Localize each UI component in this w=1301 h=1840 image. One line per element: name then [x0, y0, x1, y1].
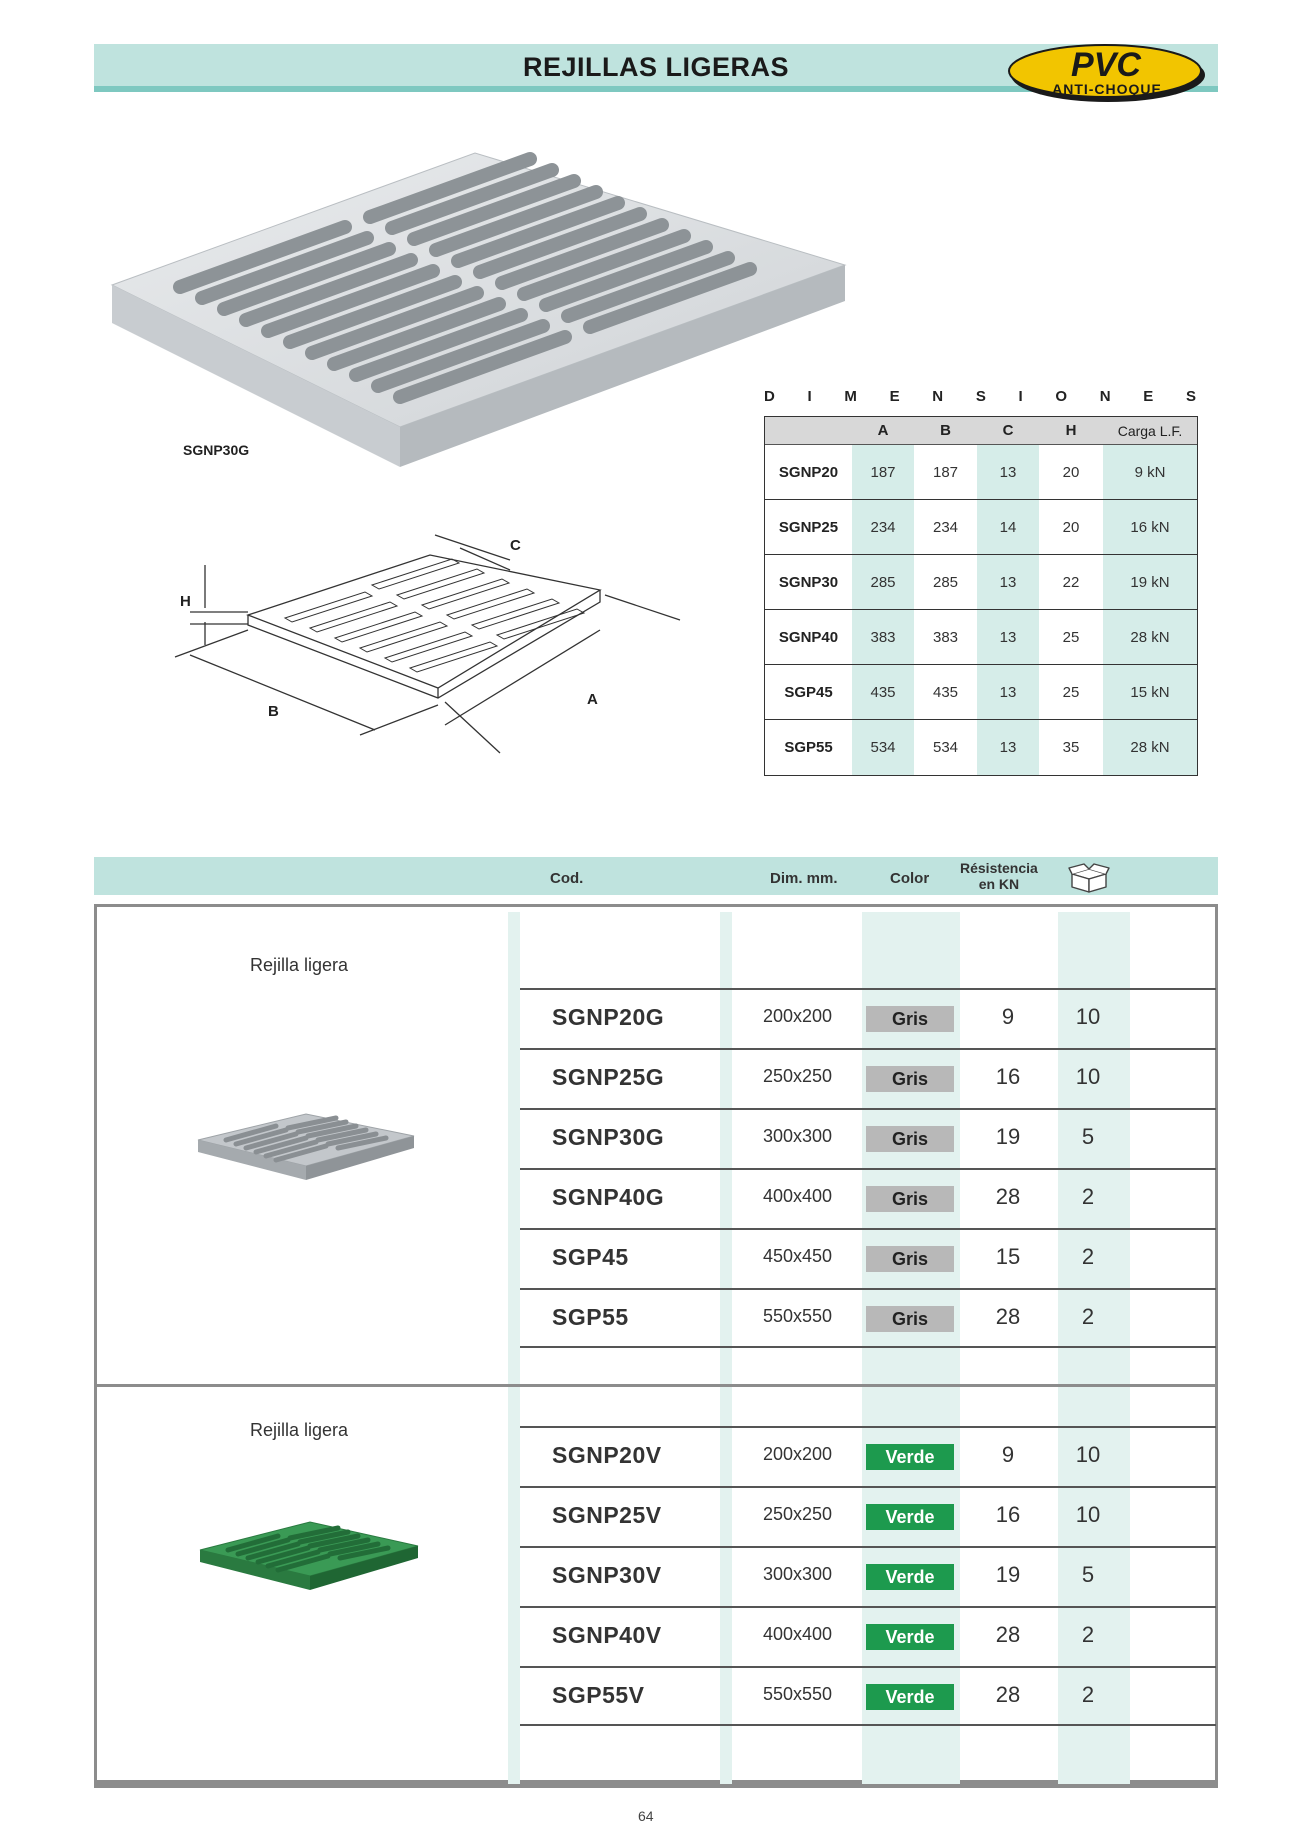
product-code: SGNP30G: [552, 1124, 665, 1150]
dim-col-header: B: [940, 422, 951, 439]
product-resistance: 9: [1001, 1004, 1015, 1029]
page-number: 64: [638, 1808, 654, 1824]
dim-c: 13: [977, 445, 1039, 499]
dim-model: SGNP30: [778, 573, 839, 591]
color-chip: Verde: [866, 1624, 954, 1650]
product-dimensions: 250x250: [763, 1504, 833, 1524]
dim-col-header: A: [877, 422, 889, 439]
dim-model: SGNP40: [778, 628, 839, 646]
package-quantity: 2: [1081, 1304, 1095, 1329]
badge-subtitle-text: ANTI-CHOQUE: [1052, 81, 1162, 97]
dim-load: 28 kN: [1103, 720, 1197, 775]
product-dimensions: 400x400: [763, 1624, 833, 1644]
product-row: [520, 1666, 1216, 1726]
product-dimensions: 300x300: [763, 1564, 833, 1584]
product-row: [520, 1108, 1216, 1168]
dimensions-heading-letter: E: [889, 388, 900, 405]
product-resistance: 16: [995, 1064, 1021, 1089]
dim-model: SGP55: [784, 739, 833, 756]
color-chip: Gris: [866, 1126, 954, 1152]
product-dimensions: 450x450: [763, 1246, 833, 1266]
color-chip: Gris: [866, 1066, 954, 1092]
product-dimensions: 400x400: [763, 1186, 833, 1206]
product-resistance: 28: [995, 1622, 1021, 1647]
dim-h: 25: [1062, 683, 1080, 701]
product-code: SGNP40V: [552, 1622, 662, 1648]
product-code: SGNP40G: [552, 1184, 665, 1210]
package-quantity: 2: [1081, 1244, 1095, 1269]
diagram-label-c: C: [510, 537, 521, 554]
dim-a: 534: [852, 720, 914, 775]
dim-col-header: Carga L.F.: [1117, 422, 1183, 439]
product-dimensions: 550x550: [763, 1306, 833, 1326]
product-row: [520, 988, 1216, 1048]
dim-h: 35: [1062, 739, 1080, 756]
col-header-resistance-line1: Résistencia: [960, 860, 1038, 876]
dimensions-heading-letter: N: [932, 388, 944, 405]
color-chip: Verde: [866, 1684, 954, 1710]
dim-h: 25: [1062, 628, 1080, 646]
product-dimensions: 300x300: [763, 1126, 833, 1146]
dim-b: 187: [932, 463, 959, 481]
package-quantity: 2: [1081, 1682, 1095, 1707]
product-row: [520, 1168, 1216, 1228]
product-list-header: [94, 857, 1218, 895]
dimensions-table: [764, 416, 1198, 776]
dimensions-row: [765, 610, 1197, 665]
package-quantity: 10: [1075, 1004, 1101, 1029]
product-row: [520, 1606, 1216, 1666]
product-dimensions: 200x200: [763, 1444, 833, 1464]
product-code: SGNP20V: [552, 1442, 662, 1468]
dimensions-heading-letter: O: [1055, 388, 1068, 405]
product-code: SGNP25V: [552, 1502, 662, 1528]
dimensions-row: [765, 500, 1197, 555]
product-row: [520, 1546, 1216, 1606]
dim-h: 20: [1062, 463, 1080, 481]
grate-photo: [100, 145, 860, 515]
col-header-resistance: [960, 860, 1038, 892]
product-code: SGP55: [552, 1304, 629, 1330]
dim-h: 20: [1062, 518, 1080, 536]
col-header-resistance-line2: en KN: [978, 876, 1020, 892]
dim-h: 22: [1062, 573, 1080, 591]
product-code: SGNP25G: [552, 1064, 665, 1090]
col-header-dimensions: Dim. mm.: [770, 870, 838, 887]
dim-b: 285: [932, 573, 959, 591]
product-code: SGP45: [552, 1244, 629, 1270]
product-resistance: 28: [995, 1682, 1021, 1707]
pvc-anti-choque-logo: [1005, 40, 1207, 104]
col-header-color: Color: [890, 870, 930, 887]
dimensions-row: [765, 665, 1197, 720]
product-code: SGNP20G: [552, 1004, 665, 1030]
grey-grate-image: [196, 1110, 416, 1182]
product-resistance: 19: [995, 1124, 1021, 1149]
diagram-label-a: A: [587, 691, 598, 708]
dimensions-heading-letter: E: [1143, 388, 1154, 405]
dim-load: 19 kN: [1103, 555, 1197, 609]
product-resistance: 19: [995, 1562, 1021, 1587]
package-quantity: 10: [1075, 1442, 1101, 1467]
dim-b: 234: [932, 518, 959, 536]
dimensions-row: [765, 720, 1197, 775]
color-chip: Verde: [866, 1444, 954, 1470]
package-quantity: 10: [1075, 1502, 1101, 1527]
color-chip: Gris: [866, 1246, 954, 1272]
dim-c: 13: [977, 720, 1039, 775]
dimensions-heading-letter: S: [1185, 388, 1196, 405]
dim-b: 383: [932, 628, 959, 646]
dim-col-header: [765, 417, 852, 444]
product-resistance: 16: [995, 1502, 1021, 1527]
product-code: SGNP30V: [552, 1562, 662, 1588]
product-resistance: 28: [995, 1184, 1021, 1209]
product-dimensions: 550x550: [763, 1684, 833, 1704]
product-dimensions: 200x200: [763, 1006, 833, 1026]
dimensions-table-header: [765, 417, 1197, 445]
product-row: [520, 1426, 1216, 1486]
dim-load: 28 kN: [1103, 610, 1197, 664]
dim-a: 187: [852, 445, 914, 499]
dim-load: 15 kN: [1103, 665, 1197, 719]
dim-load: 16 kN: [1103, 500, 1197, 554]
dimensions-heading-letter: S: [975, 388, 986, 405]
color-chip: Gris: [866, 1006, 954, 1032]
dim-a: 285: [852, 555, 914, 609]
dim-c: 13: [977, 610, 1039, 664]
group-label: Rejilla ligera: [250, 1420, 349, 1440]
photo-caption: SGNP30G: [183, 442, 250, 458]
group-label: Rejilla ligera: [250, 955, 349, 975]
diagram-label-h: H: [180, 593, 191, 610]
dim-col-header: C: [1002, 422, 1014, 439]
package-quantity: 5: [1081, 1562, 1095, 1587]
dim-col-header: H: [1065, 422, 1077, 439]
product-code: SGP55V: [552, 1682, 645, 1708]
color-chip: Verde: [866, 1564, 954, 1590]
dimensions-heading-letter: I: [1018, 388, 1023, 405]
product-row: [520, 1228, 1216, 1288]
dim-c: 13: [977, 665, 1039, 719]
color-chip: Gris: [866, 1186, 954, 1212]
green-grate-image: [198, 1518, 420, 1592]
page-title: REJILLAS LIGERAS: [522, 52, 790, 82]
dimensions-row: [765, 555, 1197, 610]
col-header-code: Cod.: [550, 870, 584, 887]
product-row: [520, 1048, 1216, 1108]
product-dimensions: 250x250: [763, 1066, 833, 1086]
badge-pvc-text: PVC: [1071, 46, 1141, 84]
package-quantity: 2: [1081, 1184, 1095, 1209]
dimensions-heading-letter: N: [1099, 388, 1111, 405]
product-row: [520, 1288, 1216, 1348]
group-divider: [94, 1384, 1218, 1387]
dim-a: 383: [852, 610, 914, 664]
product-resistance: 15: [995, 1244, 1021, 1269]
dim-load: 9 kN: [1103, 445, 1197, 499]
product-resistance: 28: [995, 1304, 1021, 1329]
product-row: [520, 1486, 1216, 1546]
dim-c: 13: [977, 555, 1039, 609]
dim-model: SGNP25: [778, 518, 839, 536]
diagram-label-b: B: [268, 703, 279, 720]
color-chip: Gris: [866, 1306, 954, 1332]
dimensions-row: [765, 445, 1197, 500]
dim-b: 534: [932, 739, 959, 756]
dim-b: 435: [932, 683, 959, 701]
package-quantity: 2: [1081, 1622, 1095, 1647]
dim-model: SGNP20: [778, 463, 839, 481]
box-icon: [1068, 862, 1110, 894]
product-resistance: 9: [1001, 1442, 1015, 1467]
dim-a: 234: [852, 500, 914, 554]
dimensions-heading-letter: M: [844, 388, 857, 405]
dim-c: 14: [977, 500, 1039, 554]
package-quantity: 5: [1081, 1124, 1095, 1149]
package-quantity: 10: [1075, 1064, 1101, 1089]
dimensions-heading-letter: I: [807, 388, 812, 405]
color-chip: Verde: [866, 1504, 954, 1530]
dim-a: 435: [852, 665, 914, 719]
column-stripe: [508, 912, 520, 1784]
dim-model: SGP45: [784, 683, 833, 701]
dimension-diagram: [160, 530, 700, 770]
dimensions-heading: [764, 388, 1196, 405]
dimensions-heading-letter: D: [764, 388, 775, 405]
